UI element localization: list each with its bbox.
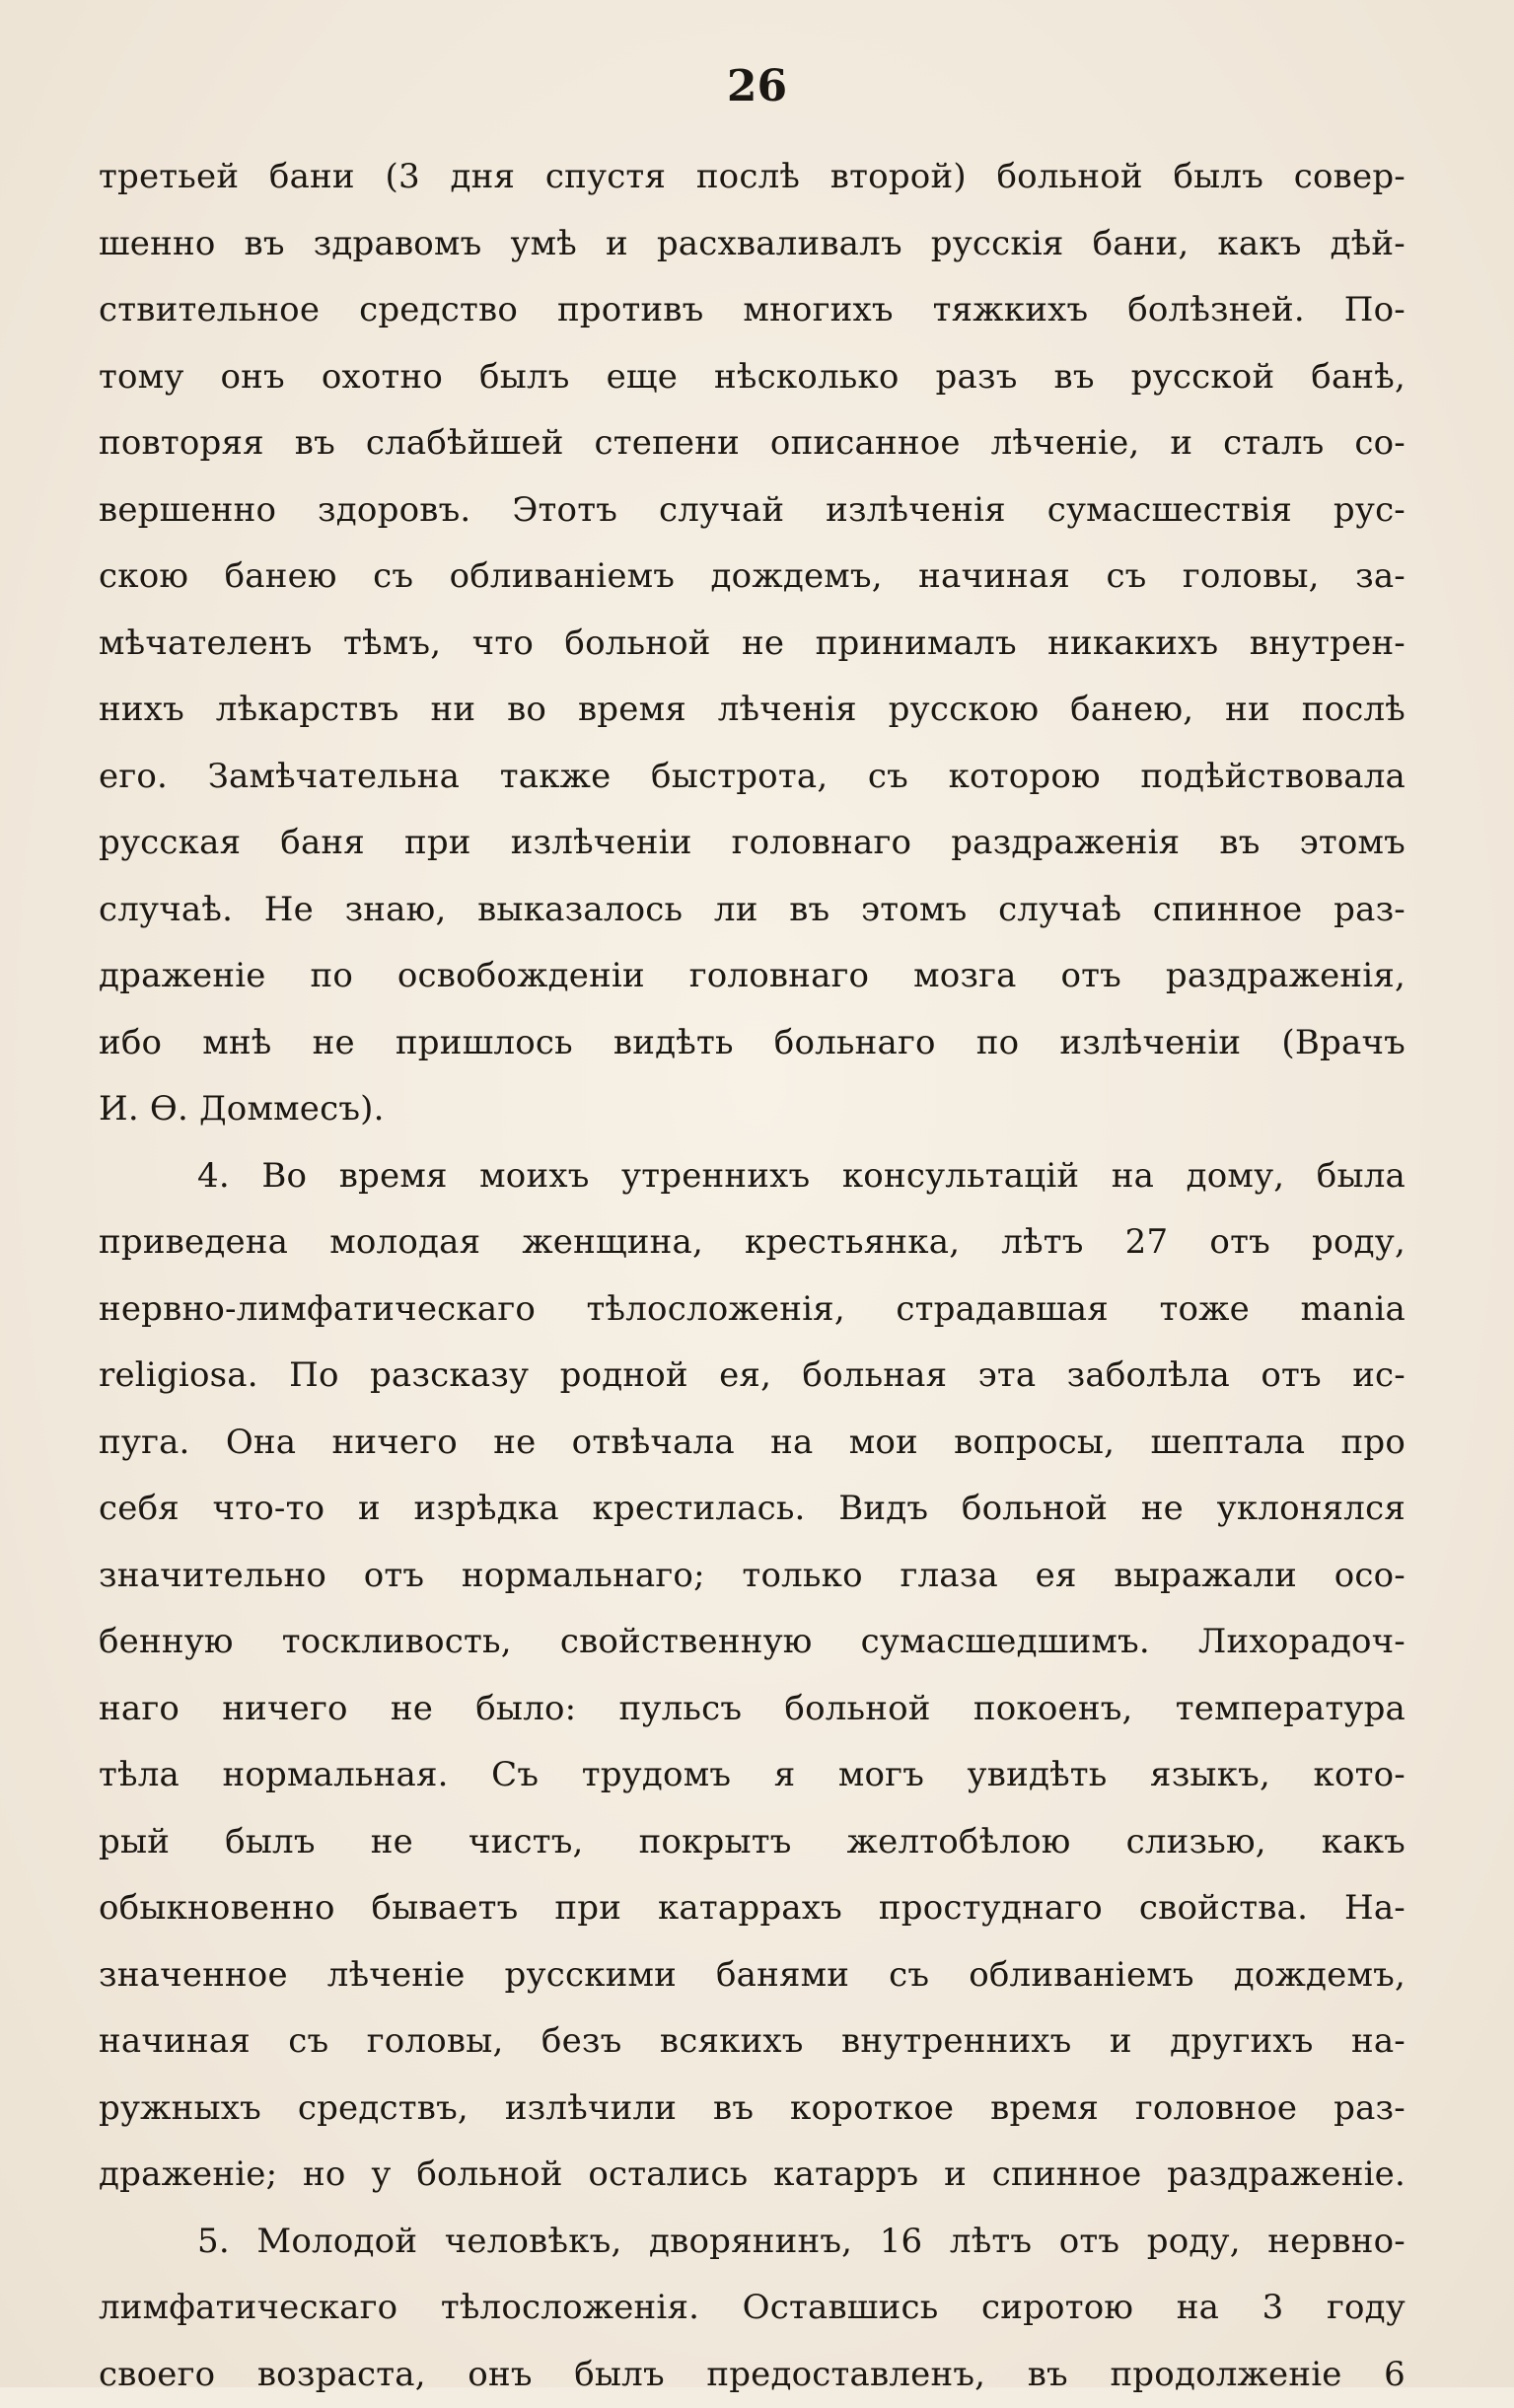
text-line: тому онъ охотно былъ еще нѣсколько разъ въ русской банѣ, [99, 344, 1406, 411]
page-text [99, 144, 1406, 2408]
author-signature-line: И. Ѳ. Доммесъ). [99, 1076, 1406, 1143]
text-line: пуга. Она ничего не отвѣчала на мои вопросы, шептала про [99, 1410, 1406, 1477]
text-line: обыкновенно бываетъ при катаррахъ простуднаго свойства. На- [99, 1875, 1406, 1942]
text-line: приведена молодая женщина, крестьянка, лѣтъ 27 отъ роду, [99, 1209, 1406, 1277]
text-line: значительно отъ нормальнаго; только глаза ея выражали осо- [99, 1543, 1406, 1610]
text-line: его. Замѣчательна также быстрота, съ которою подѣйствовала [99, 744, 1406, 811]
text-line: нихъ лѣкарствъ ни во время лѣченія русскою банею, ни послѣ [99, 677, 1406, 744]
paragraph-5-start: 5. Молодой человѣкъ, дворянинъ, 16 лѣтъ отъ роду, нервно- [99, 2209, 1406, 2276]
text-line: ибо мнѣ не пришлось видѣть больнаго по излѣченіи (Врачъ [99, 1010, 1406, 1077]
text-line: religiosa. По разсказу родной ея, больная эта заболѣла отъ ис- [99, 1343, 1406, 1410]
text-line: своего возраста, онъ былъ предоставленъ, въ продолженіе 6 [99, 2342, 1406, 2408]
text-line: русская баня при излѣченіи головнаго раздраженія въ этомъ [99, 810, 1406, 877]
text-line: скою банею съ обливаніемъ дождемъ, начиная съ головы, за- [99, 544, 1406, 611]
text-line: нервно-лимфатическаго тѣлосложенія, страдавшая тоже mania [99, 1277, 1406, 1344]
text-line: ружныхъ средствъ, излѣчили въ короткое время головное раз- [99, 2076, 1406, 2143]
text-line: драженіе; но у больной остались катарръ и спинное раздраженіе. [99, 2142, 1406, 2209]
text-line: значенное лѣченіе русскими банями съ обливаніемъ дождемъ, [99, 1942, 1406, 2009]
text-line: себя что-то и изрѣдка крестилась. Видъ больной не уклонялся [99, 1476, 1406, 1543]
text-line: тѣла нормальная. Съ трудомъ я могъ увидѣть языкъ, кото- [99, 1742, 1406, 1809]
text-line: вершенно здоровъ. Этотъ случай излѣченія сумасшествія рус- [99, 477, 1406, 545]
text-line: повторяя въ слабѣйшей степени описанное лѣченіе, и сталъ со- [99, 410, 1406, 477]
text-line: мѣчателенъ тѣмъ, что больной не принималъ никакихъ внутрен- [99, 611, 1406, 678]
text-line: начиная съ головы, безъ всякихъ внутреннихъ и другихъ на- [99, 2008, 1406, 2076]
text-line: шенно въ здравомъ умѣ и расхваливалъ русскія бани, какъ дѣй- [99, 211, 1406, 278]
text-line: бенную тоскливость, свойственную сумасшедшимъ. Лихорадоч- [99, 1609, 1406, 1676]
text-line: случаѣ. Не знаю, выказалось ли въ этомъ случаѣ спинное раз- [99, 877, 1406, 944]
paragraph-4-start: 4. Во время моихъ утреннихъ консультацій на дому, была [99, 1143, 1406, 1210]
text-line: третьей бани (3 дня спустя послѣ второй) больной былъ совер- [99, 144, 1406, 211]
text-line: рый былъ не чистъ, покрытъ желтобѣлою слизью, какъ [99, 1809, 1406, 1876]
text-line: наго ничего не было: пульсъ больной покоенъ, температура [99, 1676, 1406, 1743]
text-line: драженіе по освобожденіи головнаго мозга отъ раздраженія, [99, 943, 1406, 1010]
page-number: 26 [0, 57, 1514, 116]
text-line: ствительное средство противъ многихъ тяжкихъ болѣзней. По- [99, 277, 1406, 344]
text-line: лимфатическаго тѣлосложенія. Оставшись сиротою на 3 году [99, 2275, 1406, 2342]
